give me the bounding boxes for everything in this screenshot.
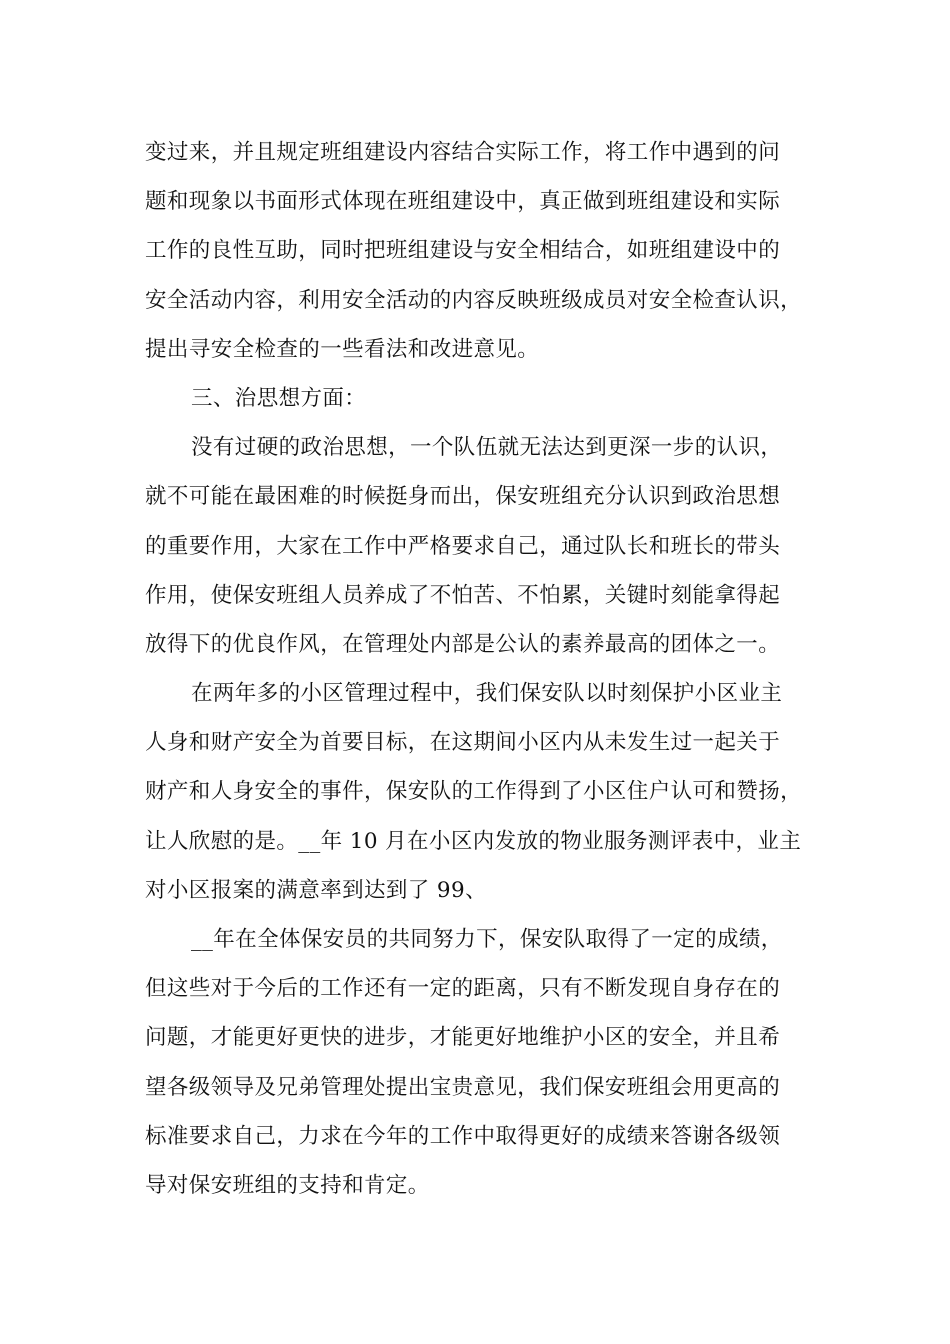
text-line: 就不可能在最困难的时候挺身而出，保安班组充分认识到政治思想 xyxy=(145,484,781,510)
text-line: 但这些对于今后的工作还有一定的距离，只有不断发现自身存在的 xyxy=(145,976,781,1002)
text-line: 安全活动内容，利用安全活动的内容反映班级成员对安全检查认识， xyxy=(145,287,803,313)
text-line: 人身和财产安全为首要目标，在这期间小区内从未发生过一起关于 xyxy=(145,730,781,756)
text-line: 望各级领导及兄弟管理处提出宝贵意见，我们保安班组会用更高的 xyxy=(145,1074,781,1100)
text-line: 工作的良性互助，同时把班组建设与安全相结合，如班组建设中的 xyxy=(145,238,781,264)
text-line: 标准要求自己，力求在今年的工作中取得更好的成绩来答谢各级领 xyxy=(145,1123,781,1149)
text-line: 三、治思想方面： xyxy=(191,385,367,411)
text-line: 作用，使保安班组人员养成了不怕苦、不怕累，关键时刻能拿得起 xyxy=(145,582,781,608)
text-line: 财产和人身安全的事件，保安队的工作得到了小区住户认可和赞扬， xyxy=(145,779,803,805)
text-line: 题和现象以书面形式体现在班组建设中，真正做到班组建设和实际 xyxy=(145,189,781,215)
text-line: 提出寻安全检查的一些看法和改进意见。 xyxy=(145,336,540,362)
text-line: 的重要作用，大家在工作中严格要求自己，通过队长和班长的带头 xyxy=(145,533,781,559)
text-line: 放得下的优良作风，在管理处内部是公认的素养最高的团体之一。 xyxy=(145,631,781,657)
text-line: 让人欣慰的是。__年 10 月在小区内发放的物业服务测评表中，业主 xyxy=(145,828,802,854)
text-line: 对小区报案的满意率到达到了 99、 xyxy=(145,877,487,903)
text-line: 在两年多的小区管理过程中，我们保安队以时刻保护小区业主 xyxy=(191,681,783,707)
text-line: 变过来，并且规定班组建设内容结合实际工作，将工作中遇到的问 xyxy=(145,140,781,165)
text-line: 导对保安班组的支持和肯定。 xyxy=(145,1172,430,1198)
document-body xyxy=(145,128,810,1210)
text-line: __年在全体保安员的共同努力下，保安队取得了一定的成绩， xyxy=(191,927,783,952)
text-line: 没有过硬的政治思想，一个队伍就无法达到更深一步的认识， xyxy=(191,435,783,461)
text-line: 问题，才能更好更快的进步，才能更好地维护小区的安全，并且希 xyxy=(145,1025,781,1051)
